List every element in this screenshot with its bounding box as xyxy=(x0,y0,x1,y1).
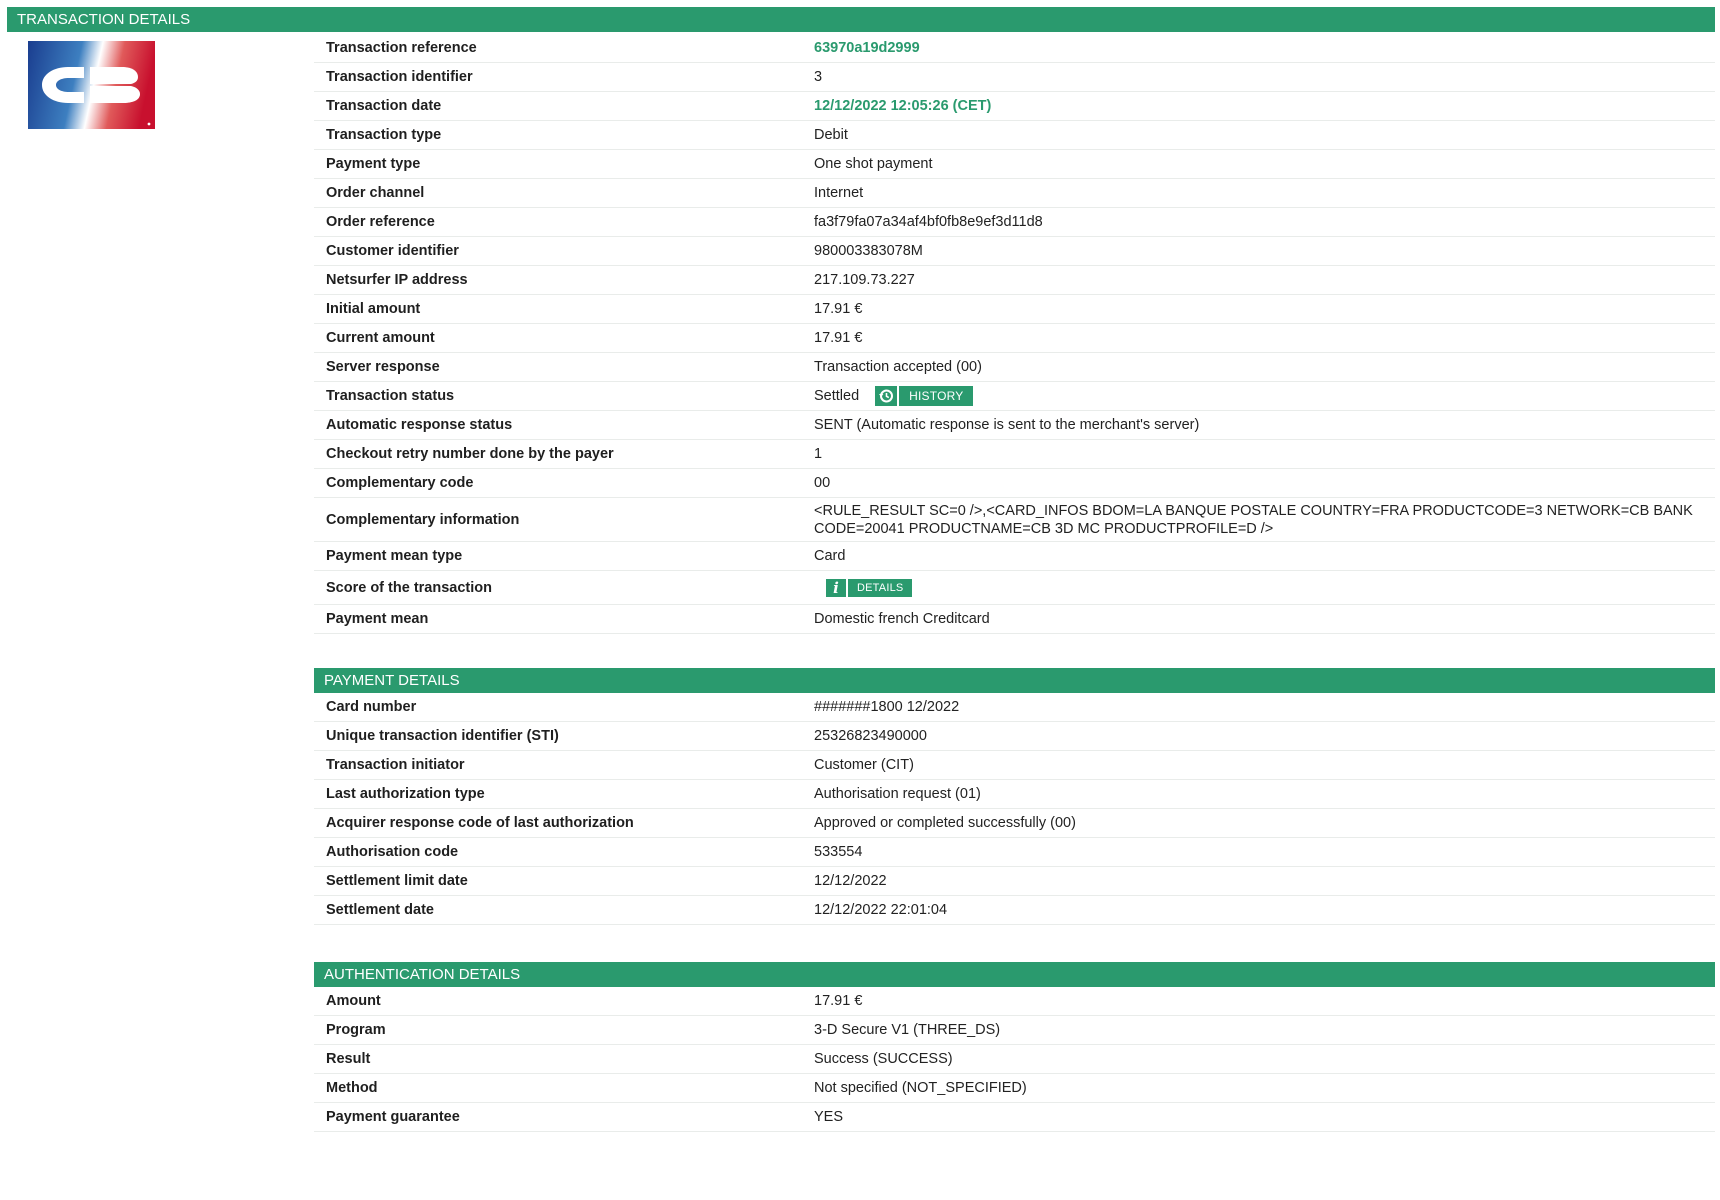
row-value-cell xyxy=(801,295,1715,324)
detail-row-transaction-identifier xyxy=(314,63,1715,92)
row-value-cell xyxy=(801,150,1715,179)
authentication-details-header: AUTHENTICATION DETAILS xyxy=(314,962,1715,987)
row-value: Settled xyxy=(814,387,860,404)
row-value-cell xyxy=(801,1074,1715,1103)
row-value: 00 xyxy=(814,475,831,491)
row-value-cell xyxy=(801,179,1715,208)
row-label: Transaction status xyxy=(314,382,801,411)
row-label: Last authorization type xyxy=(314,780,801,809)
row-value: Debit xyxy=(814,127,848,143)
row-value: 25326823490000 xyxy=(814,728,927,744)
row-label: Transaction date xyxy=(314,92,801,121)
row-label: Settlement date xyxy=(314,896,801,925)
row-label: Transaction reference xyxy=(314,34,801,63)
row-value-cell xyxy=(801,324,1715,353)
detail-row-initial-amount xyxy=(314,295,1715,324)
row-value-cell xyxy=(801,867,1715,896)
detail-row-score-of-the-transaction xyxy=(314,571,1715,605)
detail-row-last-authorization-type xyxy=(314,780,1715,809)
row-label: Current amount xyxy=(314,324,801,353)
row-value: 3-D Secure V1 (THREE_DS) xyxy=(814,1022,1001,1038)
row-value-cell xyxy=(801,722,1715,751)
detail-row-customer-identifier xyxy=(314,237,1715,266)
detail-row-complementary-code xyxy=(314,469,1715,498)
transaction-details-header: TRANSACTION DETAILS xyxy=(7,7,1715,32)
row-value-cell xyxy=(801,382,1715,411)
detail-row-complementary-information xyxy=(314,498,1715,542)
detail-row-transaction-date xyxy=(314,92,1715,121)
row-value-cell xyxy=(801,34,1715,63)
row-value: Success (SUCCESS) xyxy=(814,1051,953,1067)
detail-row-server-response xyxy=(314,353,1715,382)
row-value-cell xyxy=(801,1103,1715,1132)
detail-row-transaction-type xyxy=(314,121,1715,150)
cb-logo-icon xyxy=(28,41,155,129)
detail-row-method xyxy=(314,1074,1715,1103)
row-value-cell xyxy=(801,92,1715,121)
detail-row-payment-type xyxy=(314,150,1715,179)
row-label: Payment mean type xyxy=(314,542,801,571)
transaction-details-section xyxy=(314,34,1715,634)
row-value-cell xyxy=(801,542,1715,571)
row-value-cell xyxy=(801,605,1715,634)
row-label: Server response xyxy=(314,353,801,382)
row-value-cell xyxy=(801,693,1715,722)
detail-row-card-number xyxy=(314,693,1715,722)
row-value: Customer (CIT) xyxy=(814,757,914,773)
detail-row-transaction-reference xyxy=(314,34,1715,63)
authentication-details-table xyxy=(314,987,1715,1132)
row-value-cell xyxy=(801,987,1715,1016)
detail-row-settlement-limit-date xyxy=(314,867,1715,896)
row-value-cell xyxy=(801,411,1715,440)
detail-row-acquirer-response-code-of-last-authorization xyxy=(314,809,1715,838)
row-label: Order reference xyxy=(314,208,801,237)
row-value: 3 xyxy=(814,69,823,85)
row-value: YES xyxy=(814,1109,844,1125)
row-value-cell xyxy=(801,353,1715,382)
row-value-cell xyxy=(801,498,1715,542)
row-label: Settlement limit date xyxy=(314,867,801,896)
cb-card-logo xyxy=(28,41,155,129)
row-value: fa3f79fa07a34af4bf0fb8e9ef3d11d8 xyxy=(814,214,1043,230)
row-value: 17.91 € xyxy=(814,301,863,317)
row-value-cell xyxy=(801,1016,1715,1045)
button-label: DETAILS xyxy=(848,579,912,597)
history-icon xyxy=(875,386,897,406)
row-value: <RULE_RESULT SC=0 />,<CARD_INFOS BDOM=LA BANQUE POSTALE COUNTRY=FRA PRODUCTCODE=3 NETWORK=CB BANKCODE=20041 PRODUCTNAME=CB 3D MC PRODUCTPROFILE=D /> xyxy=(814,502,1693,537)
row-value: Authorisation request (01) xyxy=(814,786,981,802)
row-value: SENT (Automatic response is sent to the merchant's server) xyxy=(814,417,1200,433)
row-label: Automatic response status xyxy=(314,411,801,440)
row-label: Transaction type xyxy=(314,121,801,150)
detail-row-current-amount xyxy=(314,324,1715,353)
button-label: HISTORY xyxy=(899,386,973,406)
row-label: Program xyxy=(314,1016,801,1045)
detail-row-program xyxy=(314,1016,1715,1045)
row-value: 533554 xyxy=(814,844,863,860)
row-label: Authorisation code xyxy=(314,838,801,867)
detail-row-transaction-status xyxy=(314,382,1715,411)
row-label: Card number xyxy=(314,693,801,722)
history-button[interactable] xyxy=(875,386,973,406)
detail-row-order-reference xyxy=(314,208,1715,237)
row-value-cell xyxy=(801,469,1715,498)
details-button[interactable] xyxy=(826,579,912,597)
authentication-details-section xyxy=(314,962,1715,1132)
detail-row-checkout-retry-number-done-by-the-payer xyxy=(314,440,1715,469)
row-value: Approved or completed successfully (00) xyxy=(814,815,1076,831)
detail-row-result xyxy=(314,1045,1715,1074)
row-value: Not specified (NOT_SPECIFIED) xyxy=(814,1080,1027,1096)
row-value-cell xyxy=(801,809,1715,838)
row-label: Unique transaction identifier (STI) xyxy=(314,722,801,751)
row-value-cell xyxy=(801,266,1715,295)
row-value: Domestic french Creditcard xyxy=(814,611,990,627)
row-value-cell xyxy=(801,838,1715,867)
detail-row-transaction-initiator xyxy=(314,751,1715,780)
row-label: Acquirer response code of last authorization xyxy=(314,809,801,838)
detail-row-order-channel xyxy=(314,179,1715,208)
transaction-details-page xyxy=(7,7,1715,1125)
row-value: 217.109.73.227 xyxy=(814,272,915,288)
row-value: One shot payment xyxy=(814,156,933,172)
row-value: Card xyxy=(814,548,846,564)
row-label: Transaction initiator xyxy=(314,751,801,780)
row-value-cell xyxy=(801,780,1715,809)
row-value: 12/12/2022 xyxy=(814,873,887,889)
detail-row-unique-transaction-identifier-sti xyxy=(314,722,1715,751)
row-label: Payment mean xyxy=(314,605,801,634)
row-label: Payment guarantee xyxy=(314,1103,801,1132)
detail-row-payment-guarantee xyxy=(314,1103,1715,1132)
row-label: Initial amount xyxy=(314,295,801,324)
row-value-cell xyxy=(801,751,1715,780)
transaction-details-table xyxy=(314,34,1715,634)
row-label: Netsurfer IP address xyxy=(314,266,801,295)
detail-row-netsurfer-ip-address xyxy=(314,266,1715,295)
detail-row-payment-mean-type xyxy=(314,542,1715,571)
row-label: Score of the transaction xyxy=(314,571,801,605)
row-value: 1 xyxy=(814,446,823,462)
row-value: 17.91 € xyxy=(814,993,863,1009)
detail-row-amount xyxy=(314,987,1715,1016)
info-icon: i xyxy=(826,579,846,597)
row-label: Result xyxy=(314,1045,801,1074)
row-value: 63970a19d2999 xyxy=(814,40,920,56)
row-label: Order channel xyxy=(314,179,801,208)
row-label: Complementary code xyxy=(314,469,801,498)
row-label: Payment type xyxy=(314,150,801,179)
row-value: 980003383078M xyxy=(814,243,923,259)
payment-details-section xyxy=(314,668,1715,925)
row-label: Checkout retry number done by the payer xyxy=(314,440,801,469)
detail-row-payment-mean xyxy=(314,605,1715,634)
row-value-cell xyxy=(801,208,1715,237)
row-label: Complementary information xyxy=(314,498,801,542)
row-value: Transaction accepted (00) xyxy=(814,359,982,375)
row-value-cell xyxy=(801,237,1715,266)
row-value-cell xyxy=(801,121,1715,150)
row-value-cell xyxy=(801,440,1715,469)
detail-row-authorisation-code xyxy=(314,838,1715,867)
payment-details-header: PAYMENT DETAILS xyxy=(314,668,1715,693)
row-value-cell xyxy=(801,896,1715,925)
row-label: Amount xyxy=(314,987,801,1016)
row-value-cell xyxy=(801,63,1715,92)
row-label: Method xyxy=(314,1074,801,1103)
detail-row-automatic-response-status xyxy=(314,411,1715,440)
row-value-cell xyxy=(801,571,1715,605)
detail-row-settlement-date xyxy=(314,896,1715,925)
row-value: 17.91 € xyxy=(814,330,863,346)
row-value: Internet xyxy=(814,185,864,201)
row-value: 12/12/2022 12:05:26 (CET) xyxy=(814,98,992,114)
row-value: 12/12/2022 22:01:04 xyxy=(814,902,948,918)
row-value: #######1800 12/2022 xyxy=(814,699,960,715)
payment-details-table xyxy=(314,693,1715,925)
row-value-cell xyxy=(801,1045,1715,1074)
row-label: Transaction identifier xyxy=(314,63,801,92)
row-label: Customer identifier xyxy=(314,237,801,266)
